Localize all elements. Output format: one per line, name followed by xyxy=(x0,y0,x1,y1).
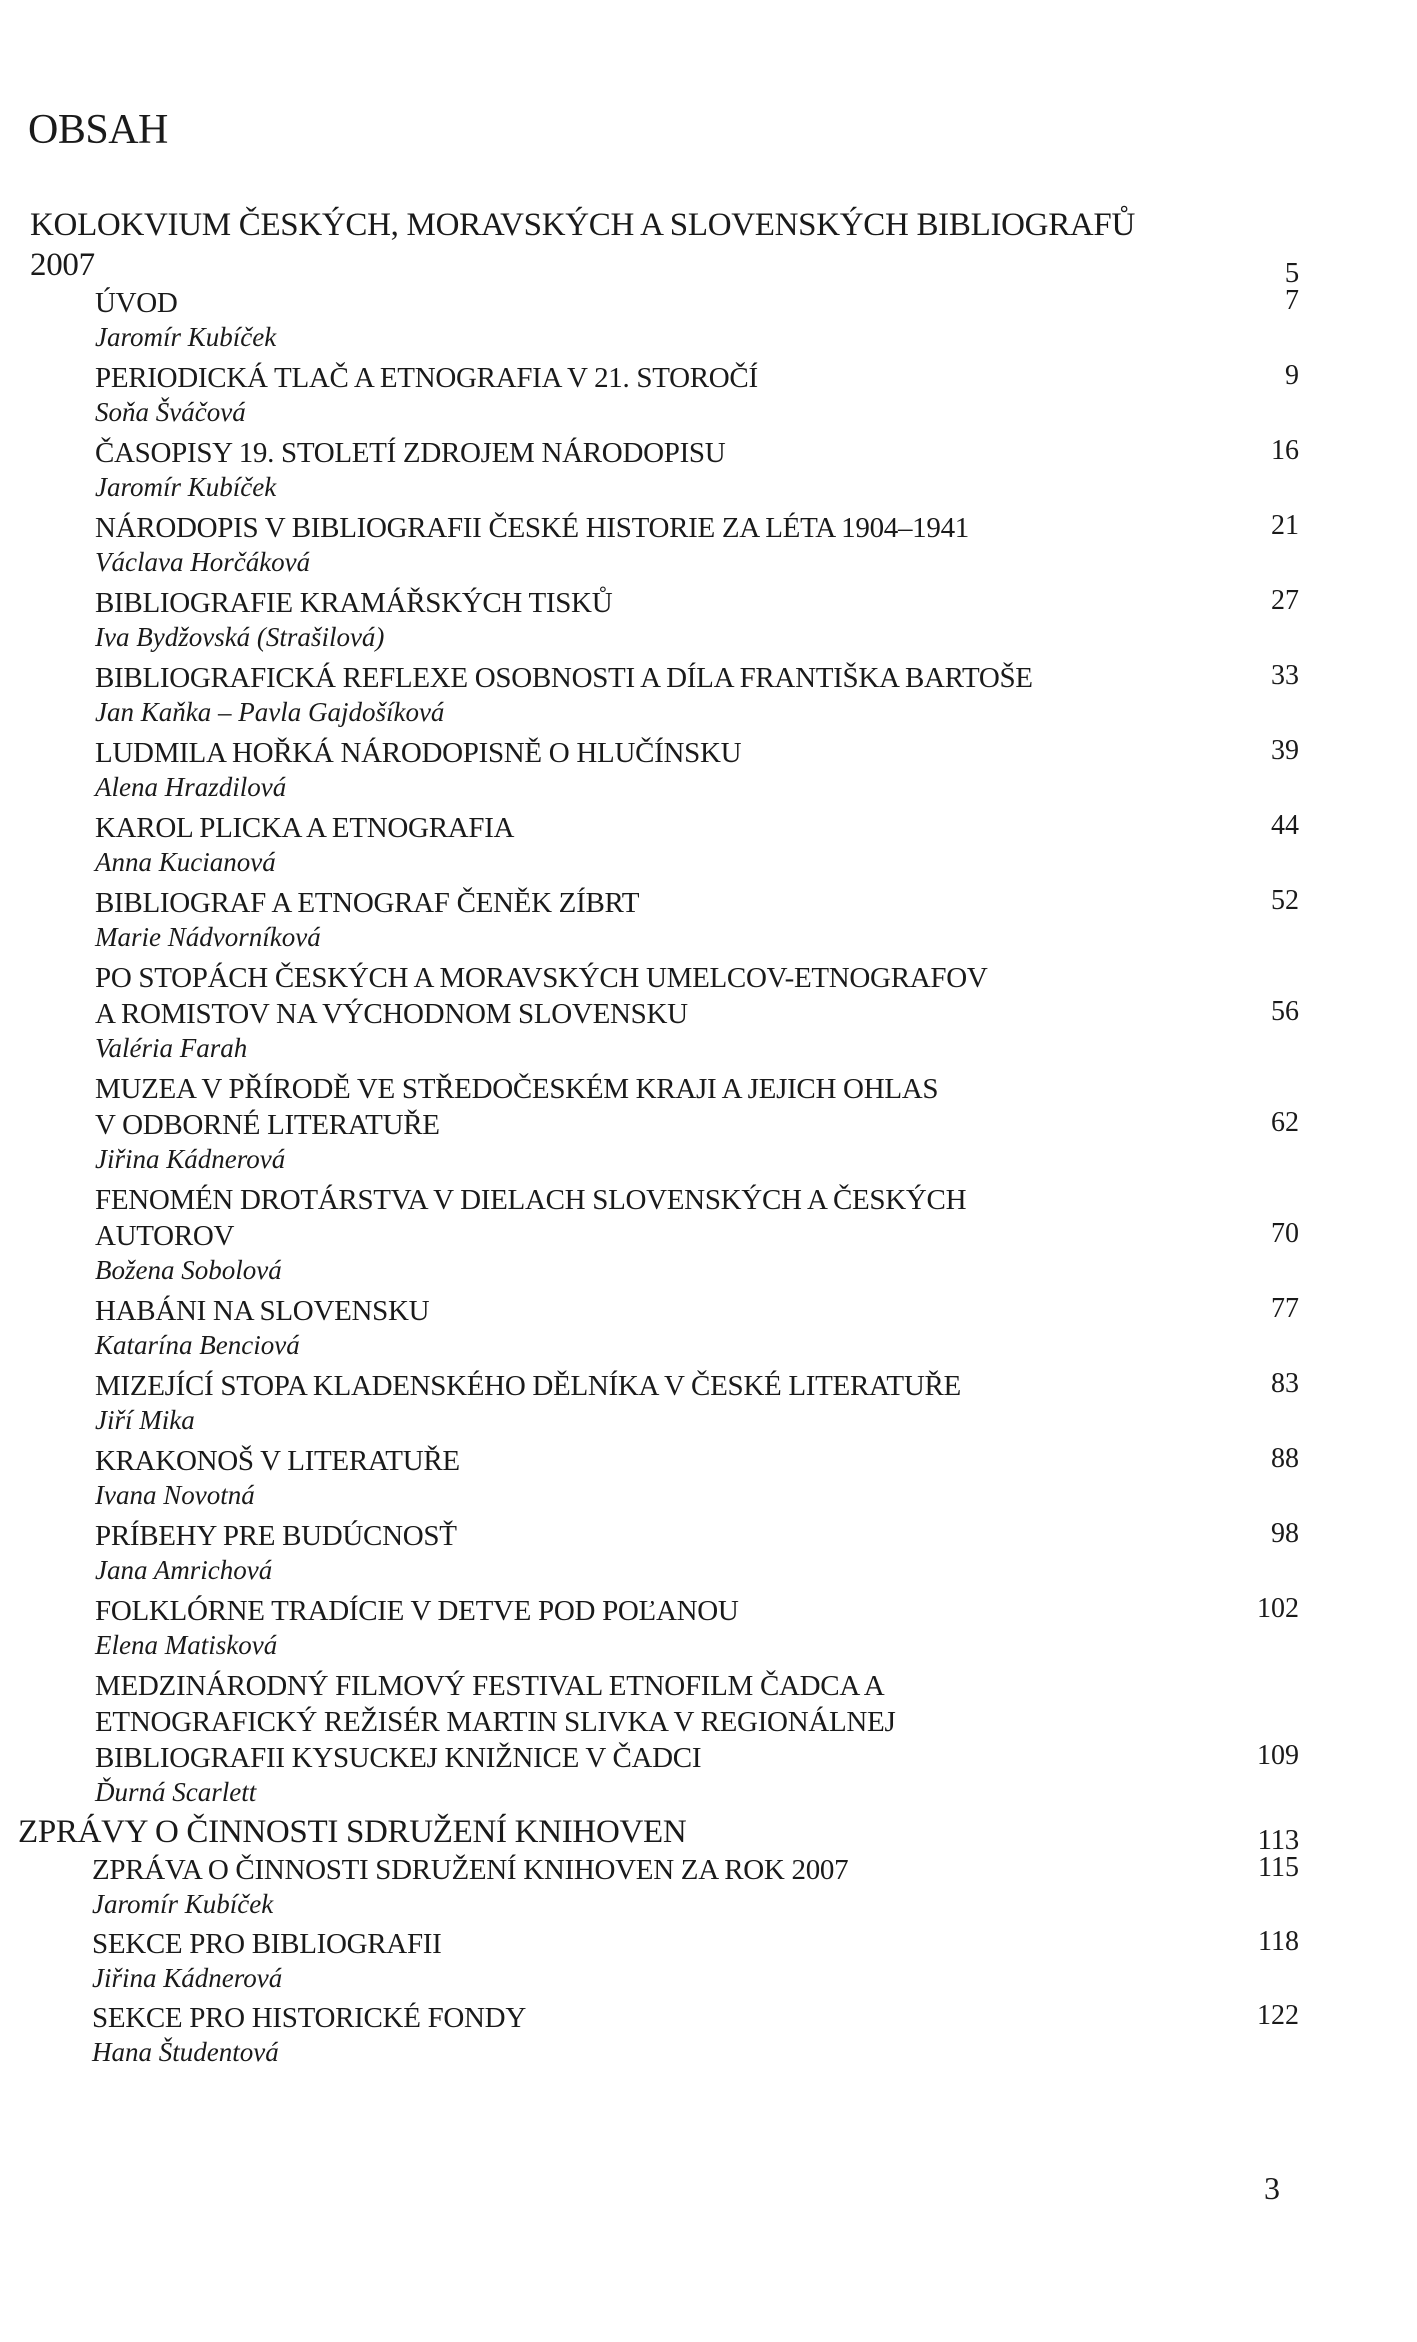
section-title-line: KOLOKVIUM ČESKÝCH, MORAVSKÝCH A SLOVENSKÝCH BIBLIOGRAFŮ xyxy=(30,207,1136,243)
entry-title-line: ÚVOD xyxy=(95,287,178,319)
toc-entry xyxy=(0,885,1417,953)
entry-author: Jan Kaňka – Pavla Gajdošíková xyxy=(95,697,445,727)
toc-entry xyxy=(0,360,1417,428)
toc-entry xyxy=(0,1926,1417,1994)
entry-title-line: LUDMILA HOŘKÁ NÁRODOPISNĚ O HLUČÍNSKU xyxy=(95,737,742,769)
entry-title-line: A ROMISTOV NA VÝCHODNOM SLOVENSKU xyxy=(95,998,688,1030)
toc-entry xyxy=(0,1852,1417,1920)
toc-entry xyxy=(0,1443,1417,1511)
section-page-number: 113 xyxy=(1257,1824,1299,1856)
entry-title-line: ZPRÁVA O ČINNOSTI SDRUŽENÍ KNIHOVEN ZA ROK 2007 xyxy=(92,1854,849,1886)
entry-page-number: 122 xyxy=(1257,2000,1299,2031)
entry-title-line: KRAKONOŠ V LITERATUŘE xyxy=(95,1445,460,1477)
toc-entry xyxy=(0,735,1417,803)
toc-entry xyxy=(0,1368,1417,1436)
entry-list xyxy=(0,285,1417,1808)
entry-page-number: 27 xyxy=(1271,585,1299,616)
entry-author: Jaromír Kubíček xyxy=(92,1889,274,1919)
entry-title-line: ETNOGRAFICKÝ REŽISÉR MARTIN SLIVKA V REGIONÁLNEJ xyxy=(95,1706,896,1738)
entry-title-line: NÁRODOPIS V BIBLIOGRAFII ČESKÉ HISTORIE ZA LÉTA 1904–1941 xyxy=(95,512,969,544)
entry-title-line: SEKCE PRO HISTORICKÉ FONDY xyxy=(92,2002,526,2034)
entry-author: Elena Matisková xyxy=(95,1630,278,1660)
entry-page-number: 109 xyxy=(1257,1740,1299,1771)
entry-author: Iva Bydžovská (Strašilová) xyxy=(95,622,385,652)
entry-page-number: 9 xyxy=(1285,360,1299,391)
entry-page-number: 118 xyxy=(1258,1926,1299,1957)
entry-title-line: MIZEJÍCÍ STOPA KLADENSKÉHO DĚLNÍKA V ČESKÉ LITERATUŘE xyxy=(95,1370,961,1402)
entry-page-number: 21 xyxy=(1271,510,1299,541)
entry-author: Alena Hrazdilová xyxy=(95,772,287,802)
entry-author: Soňa Šváčová xyxy=(95,397,246,427)
toc-entry xyxy=(0,285,1417,353)
entry-title-line: ČASOPISY 19. STOLETÍ ZDROJEM NÁRODOPISU xyxy=(95,437,726,469)
entry-title-line: HABÁNI NA SLOVENSKU xyxy=(95,1295,430,1327)
toc-entry xyxy=(0,2000,1417,2068)
entry-title-line: BIBLIOGRAFIE KRAMÁŘSKÝCH TISKŮ xyxy=(95,587,613,619)
toc-section xyxy=(0,205,1417,1815)
entry-title-line: MUZEA V PŘÍRODĚ VE STŘEDOČESKÉM KRAJI A JEJICH OHLAS xyxy=(95,1073,939,1105)
toc-entry xyxy=(0,1071,1417,1175)
entry-page-number: 16 xyxy=(1271,435,1299,466)
toc-entry xyxy=(0,1293,1417,1361)
entry-page-number: 102 xyxy=(1257,1593,1299,1624)
entry-list xyxy=(0,1852,1417,2068)
entry-page-number: 44 xyxy=(1271,810,1299,841)
folio-page-number: 3 xyxy=(1264,2170,1280,2206)
entry-page-number: 39 xyxy=(1271,735,1299,766)
entry-title-line: AUTOROV xyxy=(95,1220,235,1252)
entry-author: Anna Kucianová xyxy=(95,847,276,877)
entry-author: Jiřina Kádnerová xyxy=(92,1963,283,1993)
entry-author: Jaromír Kubíček xyxy=(95,472,277,502)
entry-title-line: PERIODICKÁ TLAČ A ETNOGRAFIA V 21. STOROČÍ xyxy=(95,362,758,394)
toc-entry xyxy=(0,960,1417,1064)
section-title xyxy=(0,1812,1417,1856)
toc-entry xyxy=(0,1593,1417,1661)
entry-author: Ivana Novotná xyxy=(95,1480,255,1510)
toc-entry xyxy=(0,1518,1417,1586)
entry-title-line: MEDZINÁRODNÝ FILMOVÝ FESTIVAL ETNOFILM ČADCA A xyxy=(95,1670,885,1702)
entry-author: Ďurná Scarlett xyxy=(95,1777,257,1807)
entry-title-line: BIBLIOGRAF A ETNOGRAF ČENĚK ZÍBRT xyxy=(95,887,640,919)
entry-title-line: PRÍBEHY PRE BUDÚCNOSŤ xyxy=(95,1520,457,1552)
toc-section xyxy=(0,1812,1417,2074)
entry-title-line: KAROL PLICKA A ETNOGRAFIA xyxy=(95,812,515,844)
entry-page-number: 88 xyxy=(1271,1443,1299,1474)
entry-page-number: 62 xyxy=(1271,1107,1299,1138)
entry-author: Hana Študentová xyxy=(92,2037,279,2067)
entry-title-line: BIBLIOGRAFII KYSUCKEJ KNIŽNICE V ČADCI xyxy=(95,1742,702,1774)
entry-page-number: 98 xyxy=(1271,1518,1299,1549)
entry-title-line: FENOMÉN DROTÁRSTVA V DIELACH SLOVENSKÝCH A ČESKÝCH xyxy=(95,1184,967,1216)
entry-page-number: 33 xyxy=(1271,660,1299,691)
entry-page-number: 52 xyxy=(1271,885,1299,916)
entry-author: Jiří Mika xyxy=(95,1405,195,1435)
entry-page-number: 70 xyxy=(1271,1218,1299,1249)
entry-page-number: 77 xyxy=(1271,1293,1299,1324)
toc-entry xyxy=(0,660,1417,728)
entry-author: Jaromír Kubíček xyxy=(95,322,277,352)
section-title-line: 2007 xyxy=(30,247,95,283)
entry-author: Marie Nádvorníková xyxy=(95,922,321,952)
entry-title-line: SEKCE PRO BIBLIOGRAFII xyxy=(92,1928,442,1960)
entry-author: Valéria Farah xyxy=(95,1033,248,1063)
toc-entry xyxy=(0,510,1417,578)
entry-author: Katarína Benciová xyxy=(95,1330,300,1360)
entry-title-line: FOLKLÓRNE TRADÍCIE V DETVE POD POĽANOU xyxy=(95,1595,739,1627)
entry-page-number: 7 xyxy=(1285,285,1299,316)
toc-entry xyxy=(0,810,1417,878)
entry-author: Jana Amrichová xyxy=(95,1555,273,1585)
toc-entry xyxy=(0,1668,1417,1808)
section-page-number: 5 xyxy=(1284,257,1299,289)
entry-author: Jiřina Kádnerová xyxy=(95,1144,286,1174)
section-title-line: ZPRÁVY O ČINNOSTI SDRUŽENÍ KNIHOVEN xyxy=(18,1814,687,1850)
toc-entry xyxy=(0,435,1417,503)
entry-author: Božena Sobolová xyxy=(95,1255,282,1285)
page-heading: OBSAH xyxy=(28,107,168,153)
toc-entry xyxy=(0,1182,1417,1286)
section-title xyxy=(0,205,1417,289)
entry-page-number: 56 xyxy=(1271,996,1299,1027)
entry-page-number: 83 xyxy=(1271,1368,1299,1399)
entry-title-line: V ODBORNÉ LITERATUŘE xyxy=(95,1109,440,1141)
entry-author: Václava Horčáková xyxy=(95,547,311,577)
entry-title-line: BIBLIOGRAFICKÁ REFLEXE OSOBNOSTI A DÍLA FRANTIŠKA BARTOŠE xyxy=(95,662,1033,694)
entry-page-number: 115 xyxy=(1258,1852,1299,1883)
toc-entry xyxy=(0,585,1417,653)
entry-title-line: PO STOPÁCH ČESKÝCH A MORAVSKÝCH UMELCOV-ETNOGRAFOV xyxy=(95,962,988,994)
